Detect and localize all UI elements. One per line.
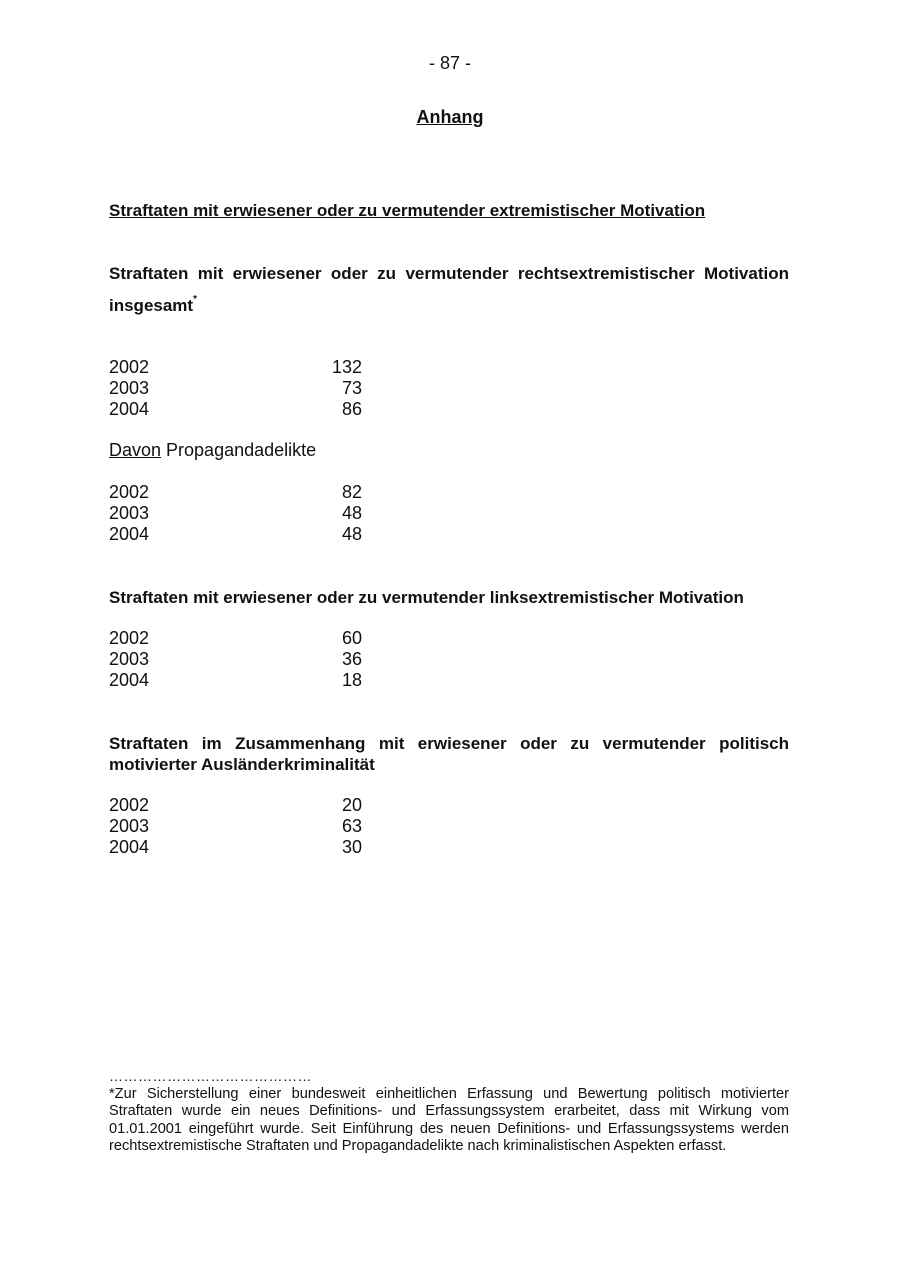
value-cell: 20 xyxy=(341,795,362,815)
value-cell: 82 xyxy=(341,482,362,502)
right-extremism-heading-text: Straftaten mit erwiesener oder zu vermutender rechtsextremistischer Motivation insgesamt xyxy=(109,264,789,315)
year-cell: 2003 xyxy=(109,649,150,669)
year-cell: 2002 xyxy=(109,482,150,502)
value-cell: 63 xyxy=(341,816,362,836)
table-row xyxy=(109,649,369,670)
year-cell: 2002 xyxy=(109,357,150,377)
footnote-text: *Zur Sicherstellung einer bundesweit einheitlichen Erfassung und Bewertung politisch motivierter Straftaten wurde ein neues Definitions- und Erfassungssystem erarbeitet, dass mit Wirkung vom 01.01.2001 eingeführt wurde. Seit Einführung des neuen Definitions- und Erfassungssystems werden rechtsextremistische Straftaten und Propagandadelikte nach kriminalistischen Aspekten erfasst. xyxy=(109,1086,789,1155)
right-extremism-heading xyxy=(109,258,789,322)
year-cell: 2004 xyxy=(109,670,150,690)
propaganda-label xyxy=(109,440,316,461)
year-cell: 2003 xyxy=(109,378,150,398)
main-heading: Straftaten mit erwiesener oder zu vermutender extremistischer Motivation xyxy=(109,201,706,220)
value-cell: 132 xyxy=(331,357,362,377)
year-cell: 2004 xyxy=(109,837,150,857)
page-number: - 87 - xyxy=(428,53,471,73)
value-cell: 73 xyxy=(341,378,362,398)
appendix-title-text: Anhang xyxy=(416,107,484,127)
year-cell: 2002 xyxy=(109,628,150,648)
year-cell: 2003 xyxy=(109,816,150,836)
value-cell: 48 xyxy=(341,503,362,523)
year-cell: 2003 xyxy=(109,503,150,523)
left-extremism-heading: Straftaten mit erwiesener oder zu vermutender linksextremistischer Motivation xyxy=(109,588,744,607)
value-cell: 86 xyxy=(341,399,362,419)
footnote-separator: …………………………………… xyxy=(109,1068,312,1084)
year-cell: 2004 xyxy=(109,399,150,419)
footnote-marker: * xyxy=(193,294,197,305)
value-cell: 36 xyxy=(341,649,362,669)
table-row xyxy=(109,524,369,545)
propaganda-label-rest: Propagandadelikte xyxy=(161,440,317,460)
table-row xyxy=(109,816,369,837)
table-row xyxy=(109,795,369,816)
table-row xyxy=(109,357,369,378)
table-row xyxy=(109,837,369,858)
propaganda-label-underlined: Davon xyxy=(109,440,162,460)
table-row xyxy=(109,378,369,399)
value-cell: 18 xyxy=(341,670,362,690)
value-cell: 30 xyxy=(341,837,362,857)
foreigner-crime-heading: Straftaten im Zusammenhang mit erwiesener oder zu vermutender politisch motivierter Ausländerkriminalität xyxy=(109,734,789,774)
appendix-title xyxy=(0,107,900,128)
table-row xyxy=(109,503,369,524)
value-cell: 60 xyxy=(341,628,362,648)
table-row xyxy=(109,670,369,691)
table-row xyxy=(109,482,369,503)
table-row xyxy=(109,399,369,420)
value-cell: 48 xyxy=(341,524,362,544)
year-cell: 2004 xyxy=(109,524,150,544)
table-row xyxy=(109,628,369,649)
year-cell: 2002 xyxy=(109,795,150,815)
